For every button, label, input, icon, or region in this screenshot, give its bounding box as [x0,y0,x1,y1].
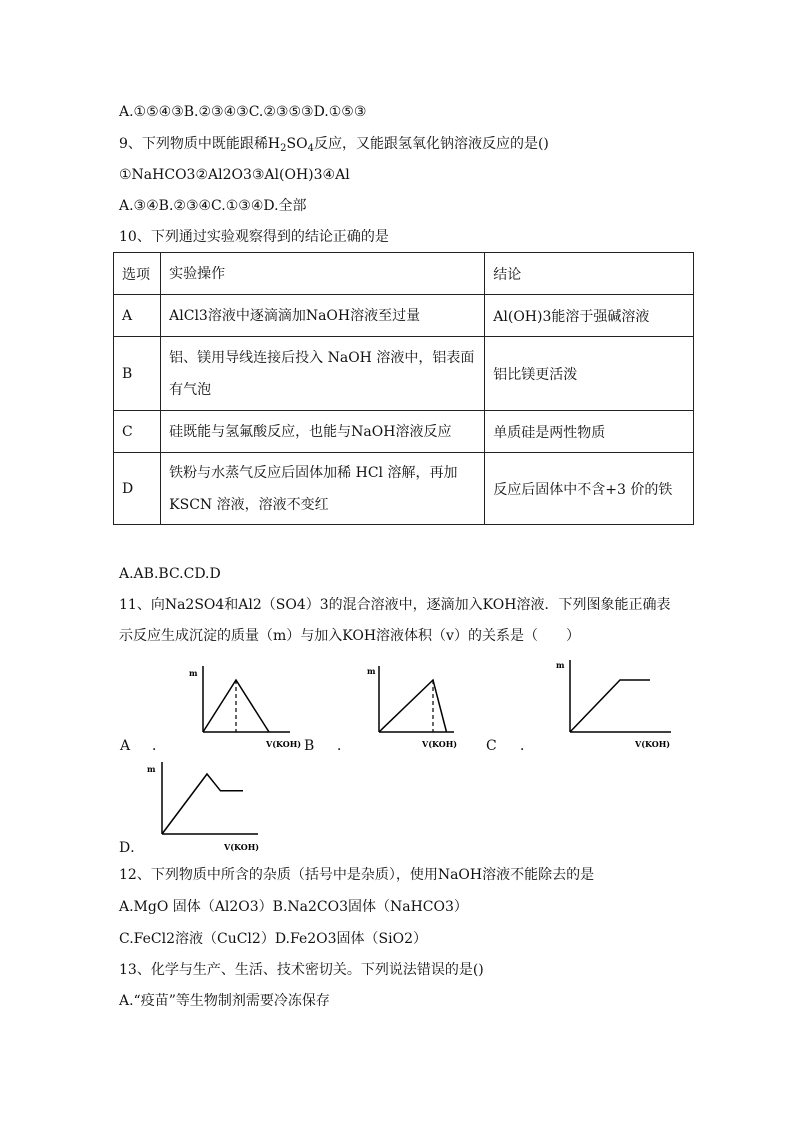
chart-c [553,652,683,752]
chart-a [188,660,318,752]
q9-options: A.③④B.②③④C.①③④D.全部 [119,198,307,214]
q12-options: C.FeCl2溶液（CuCl2）D.Fe2O3固体（SiO2） [119,931,427,947]
cell-line: 有气泡 [169,381,212,398]
chart-b-svg [366,660,486,752]
chart-b [366,660,486,752]
chart-d-svg [140,756,265,856]
x-axis-label: V(KOH) [224,842,260,852]
q9-stem: 9、下列物质中既能跟稀$H_2SO_4$反应，又能跟氢氧化钠溶液反应的是() [119,136,549,154]
x-axis-label: V(KOH) [635,739,671,749]
q9-stem-part: SO [286,136,308,152]
q9-items: ①NaHCO3②Al2O3③Al(OH)3④Al [119,167,350,183]
table-row [114,453,694,525]
option-label: C [486,738,497,754]
table-cell: D [114,453,161,525]
chart-c-svg [553,652,683,752]
table-row [114,295,694,337]
table-cell: 反应后固体中不含+3 价的铁 [485,453,694,525]
y-axis-label: m [147,764,156,774]
option-label: A [120,738,131,754]
x-axis-label: V(KOH) [422,739,458,749]
option-dot: ． [520,738,534,754]
table-header: 实验操作 [161,253,485,295]
table-row [114,411,694,453]
option-label: B [304,738,315,754]
table-cell: Al(OH)3能溶于强碱溶液 [485,295,694,337]
q8-options: A.①⑤④③B.②③④③C.②③⑤③D.①⑤③ [119,104,367,120]
y-axis-label: m [367,666,376,676]
q10-options: A.AB.BC.CD.D [119,566,221,582]
table-header-row [114,253,694,295]
table-row [114,337,694,411]
table-cell: AlCl3溶液中逐滴滴加NaOH溶液至过量 [161,295,485,337]
option-label: D． [119,840,145,856]
series-line [379,680,447,732]
q10-table [113,252,694,525]
cell-line: KSCN 溶液，溶液不变红 [169,496,329,513]
q13-option-a: A.“疫苗”等生物制剂需要冷冻保存 [119,993,330,1009]
option-dot: ． [152,738,166,754]
chart-a-svg [188,660,318,752]
option-dot: ． [337,738,351,754]
q10-stem: 10、下列通过实验观察得到的结论正确的是 [119,229,389,245]
q11-stem-line: 11、向Na2SO4和Al2（SO4）3的混合溶液中，逐滴加入KOH溶液．下列图象能正确表 [119,597,671,613]
table-header: 选项 [114,253,161,295]
table-cell: C [114,411,161,453]
q9-stem-part: 反应，又能跟氢氧化钠溶液反应的是() [313,136,549,152]
table-header: 结论 [485,253,694,295]
table-cell: 铝比镁更活泼 [485,337,694,411]
x-axis-label: V(KOH) [266,739,302,749]
table-cell [161,453,485,525]
chart-d [140,756,265,856]
cell-line: 铝、镁用导线连接后投入 NaOH 溶液中，铝表面 [169,349,475,366]
q12-stem: 12、下列物质中所含的杂质（括号中是杂质），使用NaOH溶液不能除去的是 [119,867,595,883]
table-cell: 硅既能与氢氟酸反应，也能与NaOH溶液反应 [161,411,485,453]
series-line [162,774,243,834]
q12-options: A.MgO 固体（Al2O3）B.Na2CO3固体（NaHCO3） [119,899,468,915]
y-axis-label: m [189,668,198,678]
table-cell: B [114,337,161,411]
series-line [570,680,650,732]
cell-line: 铁粉与水蒸气反应后固体加稀 HCl 溶解，再加 [169,464,458,481]
table-cell: A [114,295,161,337]
table-cell: 单质硅是两性物质 [485,411,694,453]
q13-stem: 13、化学与生产、生活、技术密切关。下列说法错误的是() [119,962,484,978]
y-axis-label: m [556,660,565,670]
q11-stem-line: 示反应生成沉淀的质量（m）与加入KOH溶液体积（v）的关系是（ ） [119,628,580,644]
q9-stem-part: 9、下列物质中既能跟稀H [119,136,281,152]
table-cell [161,337,485,411]
